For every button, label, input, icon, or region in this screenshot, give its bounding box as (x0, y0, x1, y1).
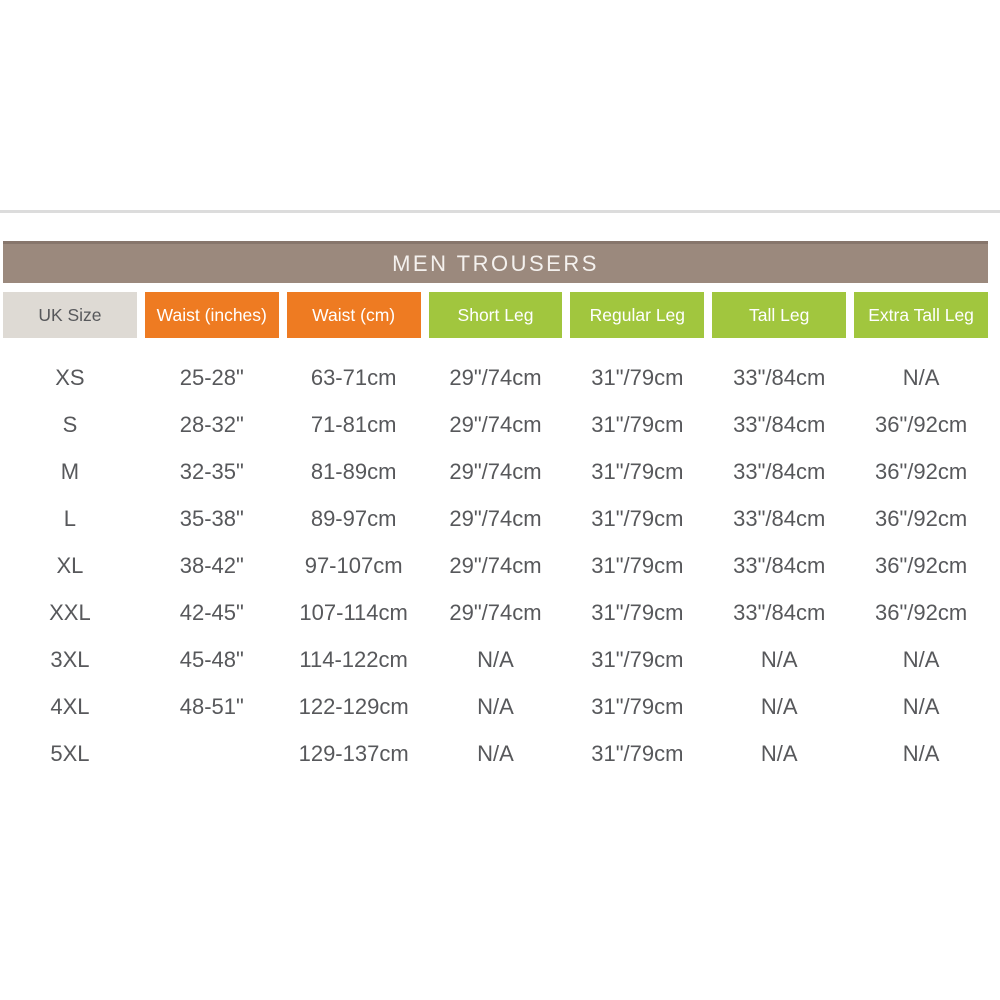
measurement-cell: 36"/92cm (874, 505, 968, 531)
measurement-cell: 107-114cm (299, 599, 408, 625)
column-header-waist-cm: Waist (cm) (287, 292, 421, 338)
measurement-cell: 31"/79cm (591, 505, 684, 531)
measurement-cell: 31"/79cm (591, 458, 684, 484)
size-table-body (3, 338, 988, 777)
measurement-cell: 122-129cm (298, 693, 409, 719)
measurement-cell: 29"/74cm (449, 364, 542, 390)
measurement-cell: 97-107cm (304, 552, 403, 578)
measurement-cell: N/A (902, 740, 940, 766)
uk-size-cell: 5XL (50, 740, 90, 766)
measurement-cell: 129-137cm (298, 740, 409, 766)
measurement-cell: 38-42" (179, 552, 244, 578)
measurement-cell: 42-45" (179, 599, 244, 625)
table-row (3, 495, 988, 542)
top-divider-line (0, 210, 1000, 213)
measurement-cell: 89-97cm (310, 505, 397, 531)
measurement-cell: 29"/74cm (449, 552, 542, 578)
uk-size-cell: S (62, 411, 78, 437)
measurement-cell: N/A (902, 646, 940, 672)
column-header-uk-size: UK Size (3, 292, 137, 338)
column-header-extra-tall-leg: Extra Tall Leg (854, 292, 988, 338)
uk-size-cell: 4XL (50, 693, 90, 719)
measurement-cell: 29"/74cm (449, 411, 542, 437)
uk-size-cell: L (63, 505, 77, 531)
measurement-cell: 71-81cm (310, 411, 397, 437)
column-header-short-leg: Short Leg (429, 292, 563, 338)
table-row (3, 401, 988, 448)
measurement-cell: 33"/84cm (733, 364, 826, 390)
measurement-cell: 31"/79cm (591, 740, 684, 766)
uk-size-cell: 3XL (50, 646, 90, 672)
measurement-cell: 25-28" (179, 364, 244, 390)
measurement-cell: 33"/84cm (733, 411, 826, 437)
measurement-cell: 31"/79cm (591, 646, 684, 672)
measurement-cell: 45-48" (179, 646, 244, 672)
measurement-cell: N/A (902, 364, 940, 390)
table-row (3, 448, 988, 495)
column-header-waist-inches: Waist (inches) (145, 292, 279, 338)
table-row (3, 354, 988, 401)
table-row (3, 683, 988, 730)
measurement-cell: 33"/84cm (733, 599, 826, 625)
measurement-cell: 31"/79cm (591, 411, 684, 437)
chart-title: MEN TROUSERS (392, 250, 599, 276)
measurement-cell: N/A (902, 693, 940, 719)
measurement-cell: 31"/79cm (591, 693, 684, 719)
measurement-cell (145, 730, 279, 777)
measurement-cell: 33"/84cm (733, 505, 826, 531)
column-header-regular-leg: Regular Leg (570, 292, 704, 338)
measurement-cell: 36"/92cm (874, 552, 968, 578)
chart-title-bar (3, 241, 988, 283)
measurement-cell: 36"/92cm (874, 599, 968, 625)
measurement-cell: N/A (477, 740, 514, 766)
table-row (3, 542, 988, 589)
uk-size-cell: XXL (49, 599, 91, 625)
measurement-cell: 48-51" (179, 693, 244, 719)
table-row (3, 636, 988, 683)
measurement-cell: 28-32" (179, 411, 244, 437)
uk-size-cell: M (60, 458, 80, 484)
measurement-cell: 114-122cm (299, 646, 408, 672)
uk-size-cell: XS (55, 364, 85, 390)
table-row (3, 589, 988, 636)
measurement-cell: 36"/92cm (874, 458, 968, 484)
table-row (3, 730, 988, 777)
measurement-cell: N/A (477, 693, 514, 719)
measurement-cell: 32-35" (179, 458, 244, 484)
measurement-cell: 31"/79cm (591, 364, 684, 390)
measurement-cell: N/A (760, 740, 798, 766)
uk-size-cell: XL (56, 552, 84, 578)
column-header-tall-leg: Tall Leg (712, 292, 846, 338)
measurement-cell: N/A (477, 646, 514, 672)
measurement-cell: 63-71cm (310, 364, 397, 390)
measurement-cell: 29"/74cm (449, 505, 542, 531)
measurement-cell: 81-89cm (310, 458, 397, 484)
measurement-cell: 33"/84cm (733, 552, 826, 578)
measurement-cell: 29"/74cm (449, 458, 542, 484)
men-trousers-size-chart (3, 241, 988, 777)
measurement-cell: 31"/79cm (591, 552, 684, 578)
column-header-row (3, 292, 988, 338)
measurement-cell: 36"/92cm (874, 411, 968, 437)
measurement-cell: N/A (760, 646, 798, 672)
measurement-cell: 33"/84cm (733, 458, 826, 484)
measurement-cell: 29"/74cm (449, 599, 542, 625)
measurement-cell: 31"/79cm (591, 599, 684, 625)
measurement-cell: N/A (760, 693, 798, 719)
measurement-cell: 35-38" (179, 505, 244, 531)
